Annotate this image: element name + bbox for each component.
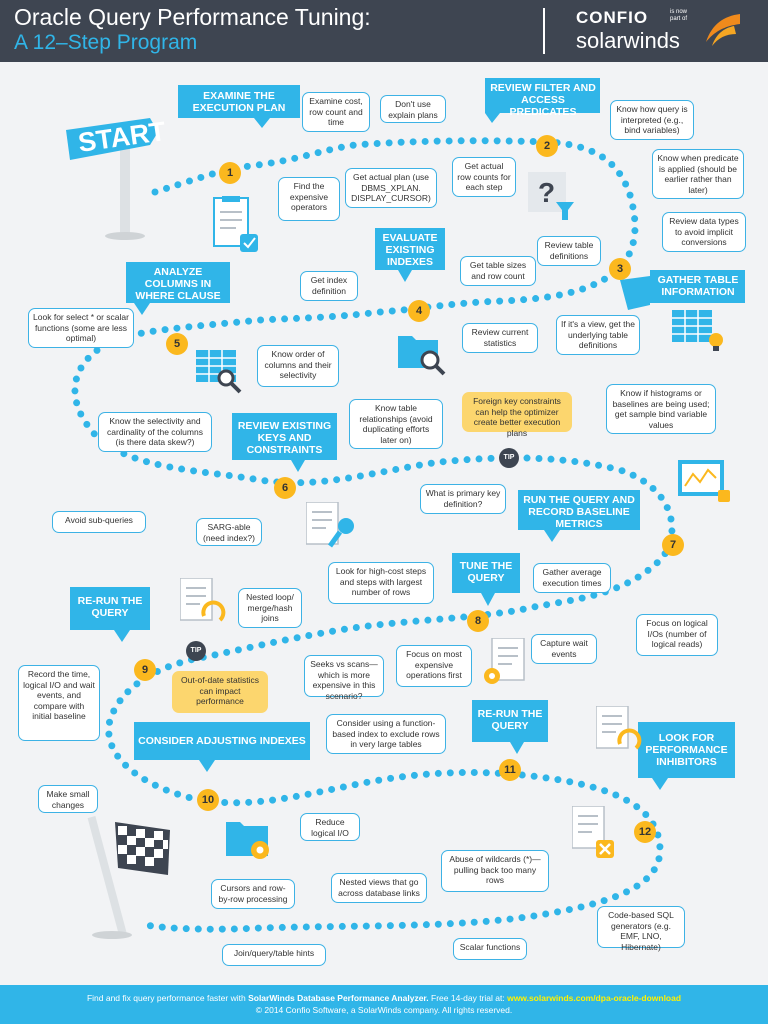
callout-seeks-scans: Seeks vs scans—which is more expensive in this scenario? — [304, 655, 384, 697]
callout-outofdate-tip: Out-of-date statistics can impact performance — [172, 671, 268, 713]
callout-primary-key: What is primary key definition? — [420, 484, 506, 514]
footer-text-c: Free 14-day trial at: — [431, 993, 505, 1003]
callout-selectivity: Know the selectivity and cardinality of the columns (is there data skew?) — [98, 412, 212, 452]
callout-review-stats: Review current statistics — [462, 323, 538, 353]
callout-function-index: Consider using a function-based index to exclude rows in very large tables — [326, 714, 446, 754]
footer-line1 — [0, 993, 768, 1003]
callout-avoid-subqueries: Avoid sub-queries — [52, 511, 146, 533]
callout-reduce-io: Reduce logical I/O — [300, 813, 360, 841]
step-marker-2: 2 — [536, 135, 558, 157]
document-refresh-icon — [180, 578, 228, 628]
callout-avg-exec-times: Gather average execution times — [533, 563, 611, 593]
footer-copyright: © 2014 Confio Software, a SolarWinds company. All rights reserved. — [255, 1005, 513, 1015]
callout-scalar-functions: Scalar functions — [453, 938, 527, 960]
step-marker-12: 12 — [634, 821, 656, 843]
callout-wildcards: Abuse of wildcards (*)—pulling back too many rows — [441, 850, 549, 892]
step-marker-10: 10 — [197, 789, 219, 811]
callout-actual-plan: Get actual plan (use DBMS_XPLAN. DISPLAY_CURSOR) — [345, 168, 437, 208]
page-title: Oracle Query Performance Tuning: — [14, 4, 371, 30]
footer — [0, 985, 768, 1024]
table-lightbulb-icon — [672, 310, 724, 354]
banner-adjust-indexes: CONSIDER ADJUSTING INDEXES — [138, 735, 306, 747]
document-refresh-icon-2 — [596, 706, 644, 756]
callout-most-expensive: Focus on most expensive operations first — [396, 645, 472, 687]
tip-badge-fk: TIP — [499, 448, 519, 468]
callout-cursors: Cursors and row-by-row processing — [211, 879, 295, 909]
callout-review-table-defs: Review table definitions — [537, 236, 601, 266]
step-marker-1: 1 — [219, 162, 241, 184]
callout-logical-ios: Focus on logical I/Os (number of logical reads) — [636, 614, 718, 656]
banner-rerun-2: RE-RUN THE QUERY — [477, 708, 543, 732]
table-magnifier-icon — [196, 350, 244, 394]
callout-dont-use-explain: Don't use explain plans — [380, 95, 446, 123]
callout-view-underlying: If it's a view, get the underlying table definitions — [556, 315, 640, 355]
folder-magnifier-icon — [398, 332, 446, 376]
callout-know-when-predicate: Know when predicate is applied (should be earlier rather than later) — [652, 149, 744, 199]
banner-analyze-columns: ANALYZE COLUMNS IN WHERE CLAUSE — [135, 266, 221, 302]
confio-logo: CONFIO — [576, 8, 649, 27]
callout-fk-tip: Foreign key constraints can help the optimizer create better execution plans — [462, 392, 572, 432]
header — [0, 0, 768, 62]
start-sign-label: START — [76, 116, 168, 158]
checkered-flag-icon — [88, 816, 170, 939]
footer-url-link[interactable]: www.solarwinds.com/dpa-oracle-download — [507, 993, 682, 1003]
callout-hints: Join/query/table hints — [222, 944, 326, 966]
step-marker-7: 7 — [662, 534, 684, 556]
step-marker-4: 4 — [408, 300, 430, 322]
callout-know-interpreted: Know how query is interpreted (e.g., bind variables) — [610, 100, 694, 140]
step-marker-9: 9 — [134, 659, 156, 681]
banner-perf-inhibitors: LOOK FOR PERFORMANCE INHIBITORS — [645, 732, 728, 768]
callout-examine-cost: Examine cost, row count and time — [302, 92, 370, 132]
callout-column-order: Know order of columns and their selectivity — [257, 345, 339, 387]
logo-now-part-text: is now part of — [670, 9, 688, 22]
step-marker-11: 11 — [499, 759, 521, 781]
solarwinds-flame-icon — [704, 12, 742, 52]
callout-small-changes: Make small changes — [38, 785, 98, 813]
page-subtitle: A 12–Step Program — [14, 31, 198, 54]
footer-text-a: Find and fix query performance faster with — [86, 993, 246, 1003]
callout-select-star: Look for select * or scalar functions (some are less optimal) — [28, 308, 134, 348]
callout-record-time: Record the time, logical I/O and wait events, and compare with initial baseline — [18, 665, 100, 741]
callout-table-sizes: Get table sizes and row count — [460, 256, 536, 286]
callout-high-cost-steps: Look for high-cost steps and steps with largest number of rows — [328, 562, 434, 604]
footer-product: SolarWinds Database Performance Analyzer. — [248, 993, 429, 1003]
callout-find-expensive: Find the expensive operators — [278, 177, 340, 221]
callout-wait-events: Capture wait events — [531, 634, 597, 664]
callout-nested-views: Nested views that go across database links — [331, 873, 427, 903]
step-marker-5: 5 — [166, 333, 188, 355]
tip-badge-stats: TIP — [186, 641, 206, 661]
header-divider — [543, 8, 545, 54]
chart-monitor-icon — [678, 460, 734, 506]
banner-gather-table: GATHER TABLE INFORMATION — [657, 274, 739, 298]
banner-review-filter: REVIEW FILTER AND ACCESS PREDICATES — [490, 82, 596, 118]
document-x-icon — [572, 806, 620, 862]
banner-examine-plan: EXAMINE THE EXECUTION PLAN — [192, 90, 286, 114]
clipboard-check-icon — [212, 196, 260, 254]
folder-gear-icon — [226, 818, 276, 864]
banner-rerun-1: RE-RUN THE QUERY — [77, 595, 143, 619]
step-marker-6: 6 — [274, 477, 296, 499]
solarwinds-logo: solarwinds — [576, 28, 680, 53]
banner-run-baseline: RUN THE QUERY AND RECORD BASELINE METRICS — [523, 494, 635, 530]
document-key-icon — [306, 502, 358, 552]
callout-index-def: Get index definition — [300, 271, 358, 301]
callout-review-data-types: Review data types to avoid implicit conversions — [662, 212, 746, 252]
document-gear-icon — [482, 638, 530, 688]
step-marker-8: 8 — [467, 610, 489, 632]
callout-histograms: Know if histograms or baselines are being used; get sample bind variable values — [606, 384, 716, 434]
banner-evaluate-indexes: EVALUATE EXISTING INDEXES — [382, 232, 438, 268]
question-filter-icon — [528, 172, 576, 222]
callout-table-relationships: Know table relationships (avoid duplicating efforts later on) — [349, 399, 443, 449]
callout-code-sql: Code-based SQL generators (e.g. EMF, LNO, Hibernate) — [597, 906, 685, 948]
step-marker-3: 3 — [609, 258, 631, 280]
svg-text:?: ? — [538, 177, 556, 208]
banner-review-keys: REVIEW EXISTING KEYS AND CONSTRAINTS — [237, 420, 332, 456]
callout-sargable: SARG-able (need index?) — [196, 518, 262, 546]
callout-actual-rows: Get actual row counts for each step — [452, 157, 516, 197]
callout-nested-loop: Nested loop/ merge/hash joins — [238, 588, 302, 628]
banner-tune-query: TUNE THE QUERY — [459, 560, 513, 584]
